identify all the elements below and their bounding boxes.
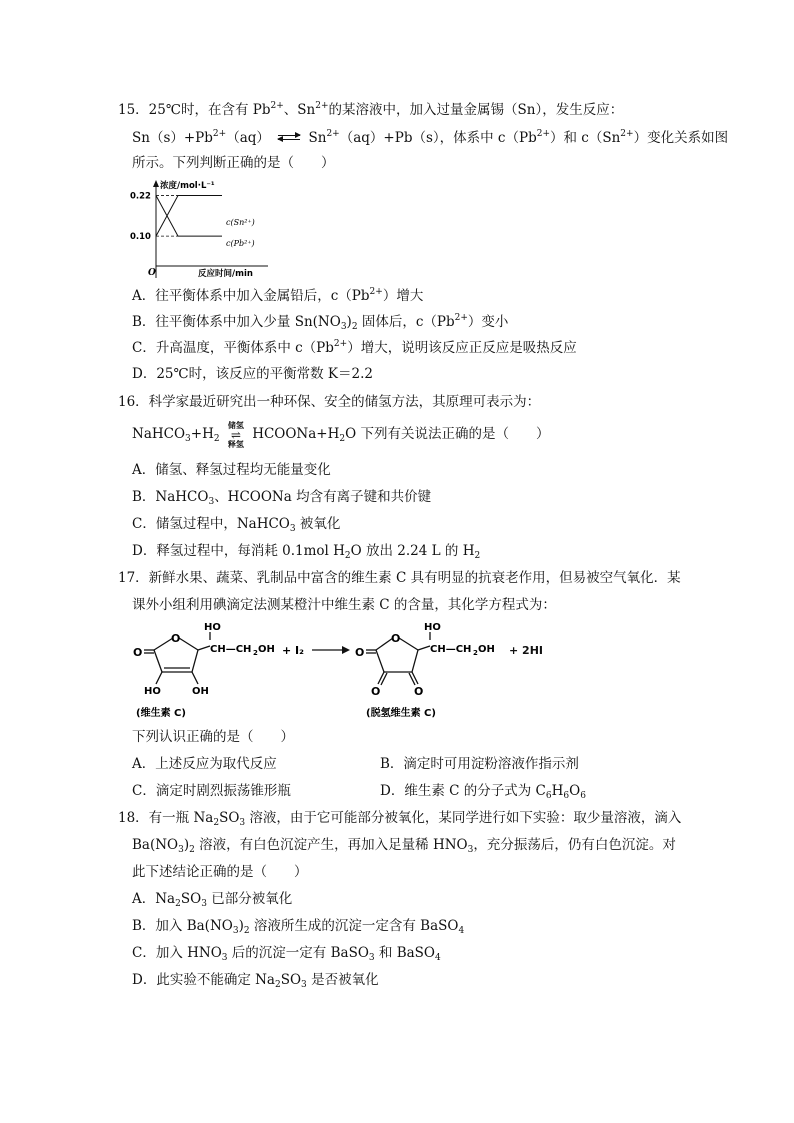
q18-stem-end: 此下述结论正确的是（ ） (132, 864, 308, 880)
svg-text:O: O (414, 685, 424, 698)
q17-option-a[interactable]: A．上述反应为取代反应 (132, 756, 277, 772)
q16-option-b[interactable]: B．NaHCO$_3$、HCOONa 均含有离子键和共价键 (132, 489, 432, 507)
svg-text:OH: OH (258, 644, 275, 655)
q16-line1: 16．科学家最近研究出一种环保、安全的储氢方法，其原理可表示为： (118, 394, 541, 410)
svg-text:CH—CH: CH—CH (430, 644, 472, 655)
q15-line1: 15．25℃时，在含有 $Pb^{2+}$、$Sn^{2+}$的某溶液中，加入过量金属锡（Sn），发生反应： (118, 101, 624, 118)
q17-stem-end: 下列认识正确的是（ ） (132, 729, 294, 745)
svg-text:HO: HO (144, 686, 161, 697)
q15-concentration-chart (126, 178, 276, 280)
svg-text:CH—CH: CH—CH (210, 644, 252, 655)
plus-hi: + 2HI (509, 644, 543, 657)
y-tick-label: 0.22 (130, 191, 151, 202)
q15-option-d[interactable]: D．25℃时，该反应的平衡常数 K＝2.2 (132, 366, 373, 382)
q18-line2: $Ba(NO_3)_2$ 溶液，有白色沉淀产生，再加入足量稀 $HNO_3$，充分振荡后，仍有白色沉淀。对 (132, 837, 676, 855)
x-axis-label: 反应时间/min (198, 269, 253, 279)
legend-sn: c(Sn²⁺) (226, 218, 255, 227)
svg-text:HO: HO (204, 622, 221, 633)
svg-text:O: O (371, 685, 381, 698)
q18-option-a[interactable]: A．$Na_2SO_3$ 已部分被氧化 (132, 891, 293, 909)
series-line-sn (156, 196, 222, 237)
svg-text:O: O (391, 632, 401, 645)
svg-text:OH: OH (192, 686, 209, 697)
svg-text:O: O (171, 632, 181, 645)
q15-stem-end: 所示。下列判断正确的是（ ） (132, 155, 335, 171)
origin-label: O (148, 268, 156, 278)
q18-line1: 18．有一瓶 $Na_2SO_3$ 溶液，由于它可能部分被氧化，某同学进行如下实验：取少量溶液，滴入 (118, 810, 682, 828)
q17-option-d[interactable]: D．维生素 C 的分子式为 $C_6H_6O_6$ (380, 783, 586, 801)
y-axis-arrow-icon (153, 180, 159, 187)
vitamin-c-reaction-diagram (126, 620, 543, 725)
q16-equation: $NaHCO_3+H_2$ 储氢 ⇌ 释氢 $HCOONa+H_2O$ 下列有关说法正确的是（ ） (132, 420, 550, 449)
svg-text:2: 2 (253, 649, 258, 657)
arrow-symbol: ⇌ (230, 427, 241, 442)
legend-pb: c(Pb²⁺) (226, 239, 255, 248)
q17-option-c[interactable]: C．滴定时剧烈振荡锥形瓶 (132, 783, 291, 799)
svg-text:HO: HO (424, 622, 441, 633)
svg-text:O: O (133, 646, 143, 659)
q16-option-c[interactable]: C．储氢过程中，NaHCO$_3$ 被氧化 (132, 516, 341, 534)
reversible-arrow-icon (224, 421, 248, 449)
arrow-bottom-label: 释氢 (227, 439, 244, 449)
series-line-pb (156, 196, 222, 237)
q15-equation: $Sn(s)+Pb^{2+}(aq)$ $Sn^{2+}(aq)+Pb(s)$，体系中 $c(Pb^{2+})$和 $c(Sn^{2+})$变化关系如图 (132, 129, 729, 146)
q18-option-b[interactable]: B．加入 $Ba(NO_3)_2$ 溶液所生成的沉淀一定含有 BaSO$_4$ (132, 918, 465, 936)
q18-option-c[interactable]: C．加入 $HNO_3$ 后的沉淀一定有 BaSO$_3$ 和 BaSO$_4$ (132, 945, 441, 963)
q15-option-a[interactable]: A．往平衡体系中加入金属铅后，$c(Pb^{2+})$增大 (132, 287, 424, 304)
q16-option-a[interactable]: A．储氢、释氢过程均无能量变化 (132, 462, 331, 478)
y-axis-label: 浓度/mol·L⁻¹ (160, 181, 215, 191)
q16-option-d[interactable]: D．释氢过程中，每消耗 0.1mol $H_2O$ 放出 2.24 L 的 $H_2$ (132, 543, 481, 561)
q17-line1: 17．新鲜水果、蔬菜、乳制品中富含的维生素 C 具有明显的抗衰老作用，但易被空气氧化．某 (118, 570, 681, 586)
arrow-top-label: 储氢 (227, 420, 244, 430)
vitamin-c-label: (维生素 C) (136, 708, 186, 719)
svg-text:2: 2 (473, 649, 478, 657)
q15-option-b[interactable]: B．往平衡体系中加入少量 $Sn(NO_3)_2$ 固体后，$c(Pb^{2+})$变小 (132, 313, 509, 332)
y-tick-label: 0.10 (130, 232, 151, 243)
dehydro-vitamin-c-label: (脱氢维生素 C) (366, 708, 436, 719)
q17-option-b[interactable]: B．滴定时可用淀粉溶液作指示剂 (380, 756, 579, 772)
q15-option-c[interactable]: C．升高温度，平衡体系中 $c(Pb^{2+})$增大，说明该反应正反应是吸热反应 (132, 339, 577, 356)
equilibrium-arrow-icon (276, 130, 302, 144)
reaction-svg (126, 620, 506, 725)
plus-iodine: + I₂ (282, 644, 304, 657)
q18-option-d[interactable]: D．此实验不能确定 $Na_2SO_3$ 是否被氧化 (132, 972, 379, 990)
svg-text:O: O (355, 646, 365, 659)
q17-line2: 课外小组利用碘滴定法测某橙汁中维生素 C 的含量，其化学方程式为： (132, 597, 556, 613)
chart-svg (126, 178, 276, 280)
svg-text:OH: OH (478, 644, 495, 655)
